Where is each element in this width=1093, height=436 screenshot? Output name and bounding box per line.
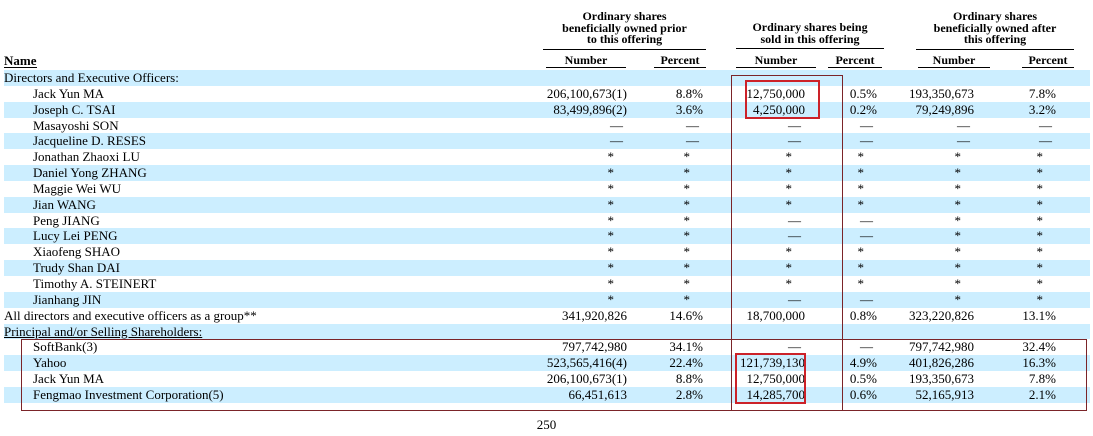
cell-sold-number: *: [785, 275, 792, 291]
row-name: Daniel Yong ZHANG: [33, 165, 147, 181]
cell-prior-number: —: [610, 133, 623, 149]
cell-prior-percent: 22.4%: [669, 355, 703, 371]
cell-sold-number: —: [788, 117, 801, 133]
cell-sold-number: 12,750,000: [746, 371, 805, 387]
cell-after-number: 797,742,980: [909, 339, 974, 355]
cell-sold-percent: *: [857, 180, 864, 196]
cell-prior-number: *: [607, 228, 614, 244]
table-row: [4, 308, 1090, 324]
cell-sold-number: 18,700,000: [746, 307, 805, 323]
cell-prior-number: 797,742,980: [562, 339, 627, 355]
cell-sold-number: *: [785, 165, 792, 181]
cell-after-number: *: [954, 196, 961, 212]
table-body: [4, 70, 1090, 403]
cell-sold-percent: 0.5%: [849, 85, 877, 101]
table-row: [4, 276, 1090, 292]
table-row: [4, 339, 1090, 355]
cell-sold-number: [703, 324, 805, 340]
table-row: [4, 149, 1090, 165]
cell-after-number: [877, 324, 974, 340]
cell-sold-number: *: [785, 244, 792, 260]
cell-sold-percent: 0.2%: [849, 101, 877, 117]
cell-after-percent: —: [1039, 133, 1052, 149]
cell-sold-number: *: [785, 196, 792, 212]
cell-prior-percent: 34.1%: [669, 339, 703, 355]
page-number: 250: [536, 417, 557, 432]
cell-after-percent: *: [1036, 165, 1043, 181]
cell-prior-percent: *: [683, 212, 690, 228]
cell-prior-number: 523,565,416(4): [546, 355, 627, 371]
cell-after-number: *: [954, 149, 961, 165]
row-name: Timothy A. STEINERT: [33, 275, 157, 291]
subheader-after-percent: Percent: [1022, 54, 1074, 68]
cell-after-percent: *: [1036, 275, 1043, 291]
col-group-after-line: Ordinary shares: [952, 9, 1038, 23]
row-name: Trudy Shan DAI: [33, 260, 120, 276]
cell-after-percent: *: [1036, 212, 1043, 228]
cell-after-number: [877, 70, 974, 86]
cell-sold-number: 14,285,700: [746, 386, 805, 402]
cell-prior-percent: *: [683, 180, 690, 196]
col-group-sold-offering: [736, 22, 884, 49]
cell-after-number: 401,826,286: [909, 355, 974, 371]
cell-prior-number: 206,100,673(1): [546, 85, 627, 101]
cell-prior-number: 206,100,673(1): [546, 371, 627, 387]
row-name: SoftBank(3): [33, 339, 98, 355]
cell-prior-number: *: [607, 260, 614, 276]
table-row: [4, 228, 1090, 244]
cell-prior-number: *: [607, 275, 614, 291]
row-name: Principal and/or Selling Shareholders:: [4, 323, 203, 339]
cell-after-number: *: [954, 228, 961, 244]
table-row: [4, 324, 1090, 340]
cell-sold-number: 12,750,000: [746, 85, 805, 101]
cell-sold-percent: *: [857, 275, 864, 291]
table-row: [4, 181, 1090, 197]
cell-sold-percent: [805, 70, 877, 86]
row-name: Joseph C. TSAI: [33, 101, 116, 117]
cell-after-percent: 13.1%: [1022, 307, 1056, 323]
col-group-after-offering: [916, 11, 1074, 50]
cell-sold-number: *: [785, 260, 792, 276]
cell-sold-number: —: [788, 228, 801, 244]
cell-prior-number: —: [610, 117, 623, 133]
cell-sold-percent: 0.6%: [849, 386, 877, 402]
cell-prior-number: 341,920,826: [562, 307, 627, 323]
cell-sold-percent: 4.9%: [849, 355, 877, 371]
row-name: Yahoo: [33, 355, 67, 371]
cell-sold-percent: *: [857, 244, 864, 260]
cell-prior-number: *: [607, 149, 614, 165]
row-name: Jack Yun MA: [33, 371, 105, 387]
cell-after-number: —: [957, 117, 970, 133]
cell-sold-number: —: [788, 133, 801, 149]
cell-prior-percent: *: [683, 165, 690, 181]
cell-after-percent: [974, 70, 1056, 86]
cell-after-number: 193,350,673: [909, 371, 974, 387]
cell-prior-percent: *: [683, 260, 690, 276]
cell-after-percent: 3.2%: [1028, 101, 1056, 117]
cell-sold-percent: —: [860, 133, 873, 149]
table-row: [4, 165, 1090, 181]
col-group-prior-line: Ordinary shares: [582, 9, 667, 23]
table-row: [4, 70, 1090, 86]
subheader-prior-percent: Percent: [654, 54, 706, 68]
cell-prior-percent: —: [686, 117, 699, 133]
cell-prior-percent: 2.8%: [675, 386, 703, 402]
cell-prior-percent: [627, 324, 703, 340]
cell-sold-number: *: [785, 149, 792, 165]
col-group-sold-line: sold in this offering: [760, 31, 860, 46]
table-row: [4, 260, 1090, 276]
cell-sold-percent: 0.8%: [849, 307, 877, 323]
subheader-after-number: Number: [918, 54, 990, 68]
cell-after-number: 79,249,896: [915, 101, 974, 117]
row-name: Peng JIANG: [33, 212, 100, 228]
row-name: Directors and Executive Officers:: [4, 70, 179, 85]
row-name: Jianhang JIN: [33, 291, 102, 307]
cell-after-percent: *: [1036, 244, 1043, 260]
cell-prior-percent: 3.6%: [675, 101, 703, 117]
cell-prior-number: *: [607, 291, 614, 307]
row-name: Masayoshi SON: [33, 117, 119, 133]
cell-after-percent: 7.8%: [1028, 85, 1056, 101]
col-group-prior-offering: [543, 11, 706, 50]
table-row: [4, 118, 1090, 134]
col-group-prior-line: to this offering: [586, 32, 663, 46]
row-name: Jonathan Zhaoxi LU: [33, 149, 140, 165]
subheader-prior-number: Number: [546, 54, 626, 68]
cell-prior-percent: 14.6%: [669, 307, 703, 323]
cell-after-number: 323,220,826: [909, 307, 974, 323]
cell-sold-percent: —: [860, 291, 873, 307]
table-row: [4, 133, 1090, 149]
row-name: Jacqueline D. RESES: [33, 133, 147, 149]
table-row: [4, 197, 1090, 213]
cell-after-percent: *: [1036, 260, 1043, 276]
cell-sold-number: —: [788, 291, 801, 307]
cell-sold-number: 121,739,130: [740, 355, 805, 371]
col-group-sold-line: Ordinary shares being: [752, 20, 868, 34]
cell-after-percent: 32.4%: [1022, 339, 1056, 355]
cell-prior-percent: *: [683, 149, 690, 165]
row-name: Jack Yun MA: [33, 85, 105, 101]
cell-prior-percent: *: [683, 228, 690, 244]
cell-sold-number: [703, 70, 805, 86]
cell-sold-number: —: [788, 212, 801, 228]
cell-prior-number: *: [607, 244, 614, 260]
cell-after-percent: *: [1036, 196, 1043, 212]
cell-prior-number: *: [607, 165, 614, 181]
cell-prior-percent: 8.8%: [675, 85, 703, 101]
cell-after-percent: [974, 324, 1056, 340]
cell-prior-number: 83,499,896(2): [553, 101, 627, 117]
subheader-sold-percent: Percent: [828, 54, 882, 68]
cell-after-percent: *: [1036, 149, 1043, 165]
cell-after-percent: 2.1%: [1028, 386, 1056, 402]
row-name: Lucy Lei PENG: [33, 228, 118, 244]
cell-prior-percent: [627, 70, 703, 86]
cell-after-percent: *: [1036, 180, 1043, 196]
table-row: [4, 102, 1090, 118]
col-group-after-line: this offering: [963, 32, 1027, 46]
cell-after-number: *: [954, 180, 961, 196]
cell-after-number: 52,165,913: [915, 386, 974, 402]
cell-after-number: *: [954, 291, 961, 307]
table-row: [4, 355, 1090, 371]
table-row: [4, 371, 1090, 387]
cell-sold-percent: [805, 324, 877, 340]
cell-sold-percent: *: [857, 260, 864, 276]
cell-prior-number: *: [607, 212, 614, 228]
cell-sold-percent: 0.5%: [849, 371, 877, 387]
cell-sold-number: *: [785, 180, 792, 196]
cell-after-number: 193,350,673: [909, 85, 974, 101]
table-row: [4, 244, 1090, 260]
row-name: Xiaofeng SHAO: [33, 244, 121, 260]
cell-sold-percent: *: [857, 165, 864, 181]
col-group-prior-line: beneficially owned prior: [562, 20, 687, 35]
cell-prior-percent: —: [686, 133, 699, 149]
cell-sold-percent: —: [860, 228, 873, 244]
row-name: All directors and executive officers as a group**: [4, 307, 257, 323]
subheader-sold-number: Number: [736, 54, 816, 68]
cell-prior-percent: *: [683, 275, 690, 291]
cell-prior-number: *: [607, 196, 614, 212]
cell-prior-number: 66,451,613: [568, 386, 627, 402]
cell-after-percent: 16.3%: [1022, 355, 1056, 371]
row-name: Jian WANG: [33, 196, 96, 212]
cell-after-percent: *: [1036, 228, 1043, 244]
row-name: Maggie Wei WU: [33, 180, 122, 196]
cell-after-percent: —: [1039, 117, 1052, 133]
cell-after-number: *: [954, 165, 961, 181]
table-row: [4, 387, 1090, 403]
cell-sold-percent: *: [857, 196, 864, 212]
cell-sold-percent: *: [857, 149, 864, 165]
cell-after-percent: *: [1036, 291, 1043, 307]
cell-prior-percent: *: [683, 196, 690, 212]
cell-sold-percent: —: [860, 117, 873, 133]
cell-after-number: *: [954, 260, 961, 276]
cell-after-number: —: [957, 133, 970, 149]
cell-prior-number: [460, 70, 627, 86]
cell-sold-percent: —: [860, 339, 873, 355]
cell-prior-number: [460, 324, 627, 340]
col-group-after-line: beneficially owned after: [933, 20, 1057, 35]
table-row: [4, 213, 1090, 229]
cell-sold-number: —: [788, 339, 801, 355]
cell-sold-number: 4,250,000: [753, 101, 805, 117]
cell-prior-percent: *: [683, 291, 690, 307]
cell-after-number: *: [954, 212, 961, 228]
cell-after-number: *: [954, 244, 961, 260]
cell-prior-percent: 8.8%: [675, 371, 703, 387]
table-row: [4, 292, 1090, 308]
name-column-header: Name: [4, 53, 37, 68]
row-name: Fengmao Investment Corporation(5): [33, 386, 224, 402]
table-row: [4, 86, 1090, 102]
cell-after-number: *: [954, 275, 961, 291]
cell-prior-percent: *: [683, 244, 690, 260]
cell-after-percent: 7.8%: [1028, 371, 1056, 387]
cell-sold-percent: —: [860, 212, 873, 228]
cell-prior-number: *: [607, 180, 614, 196]
